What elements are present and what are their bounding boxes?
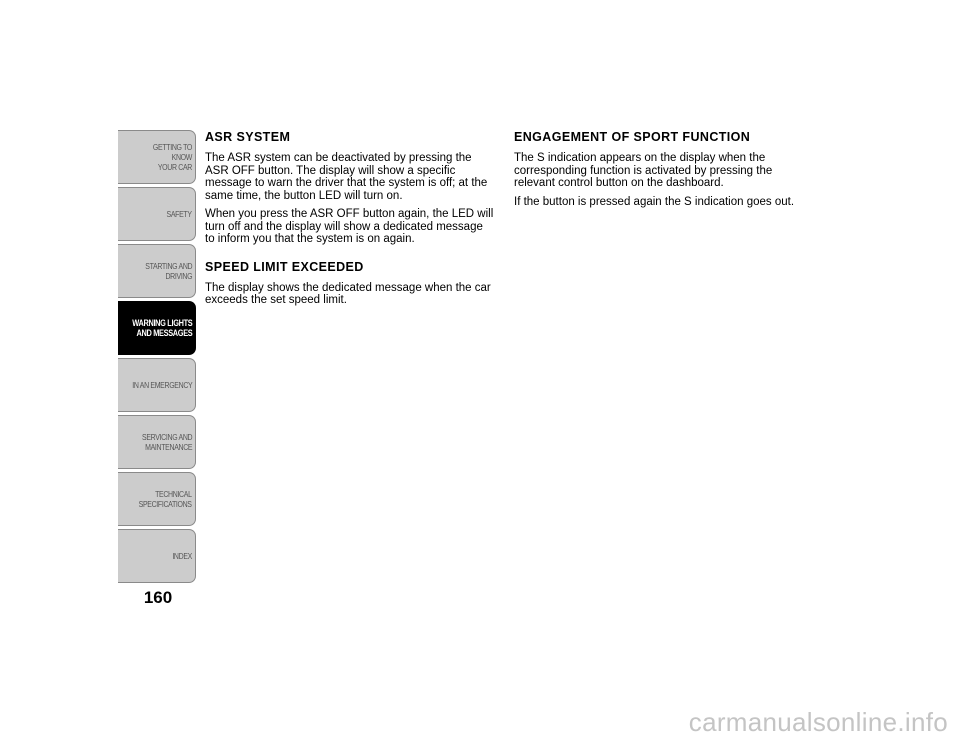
asr-paragraph-2: When you press the ASR OFF button again, the LED will turn off and the display will show a dedicated message to inform you that the system is on again. xyxy=(205,208,494,245)
speed-limit-paragraph: The display shows the dedicated message when the car exceeds the set speed limit. xyxy=(205,281,491,306)
sport-function-heading: ENGAGEMENT OF SPORT FUNCTION xyxy=(514,130,751,144)
tab-servicing-and-maintenance[interactable] xyxy=(118,415,196,469)
tab-label: TECHNICAL SPECIFICATIONS xyxy=(139,489,192,509)
tab-index[interactable] xyxy=(118,529,196,583)
chapter-tabs xyxy=(118,130,196,586)
tab-label: GETTING TO KNOW YOUR CAR xyxy=(152,142,192,172)
watermark: carmanualsonline.info xyxy=(688,707,948,737)
tab-starting-and-driving[interactable] xyxy=(118,244,196,298)
sport-paragraph-1: The S indication appears on the display when the corresponding function is activated by pressing the relevant control button on the dashboard. xyxy=(514,152,773,189)
left-column xyxy=(205,130,495,313)
tab-label: SERVICING AND MAINTENANCE xyxy=(141,432,192,452)
asr-system-heading: ASR SYSTEM xyxy=(205,130,291,144)
tab-getting-to-know-your-car[interactable] xyxy=(118,130,196,184)
page-number: 160 xyxy=(143,588,173,607)
tab-label: STARTING AND DRIVING xyxy=(145,261,192,281)
tab-label: IN AN EMERGENCY xyxy=(131,380,192,390)
sport-paragraph-2: If the button is pressed again the S indication goes out. xyxy=(514,195,795,208)
tab-in-an-emergency[interactable] xyxy=(118,358,196,412)
tab-technical-specifications[interactable] xyxy=(118,472,196,526)
tab-safety[interactable] xyxy=(118,187,196,241)
right-column xyxy=(514,130,804,214)
tab-warning-lights-and-messages[interactable] xyxy=(118,301,196,355)
asr-paragraph-1: The ASR system can be deactivated by pressing the ASR OFF button. The display will show a specific message to warn the driver that the system is off; at the same time, the button LED will turn on. xyxy=(205,152,488,202)
speed-limit-heading: SPEED LIMIT EXCEEDED xyxy=(205,259,364,274)
tab-label: SAFETY xyxy=(166,209,192,219)
tab-label: INDEX xyxy=(172,551,192,561)
tab-label: WARNING LIGHTS AND MESSAGES xyxy=(131,318,192,338)
